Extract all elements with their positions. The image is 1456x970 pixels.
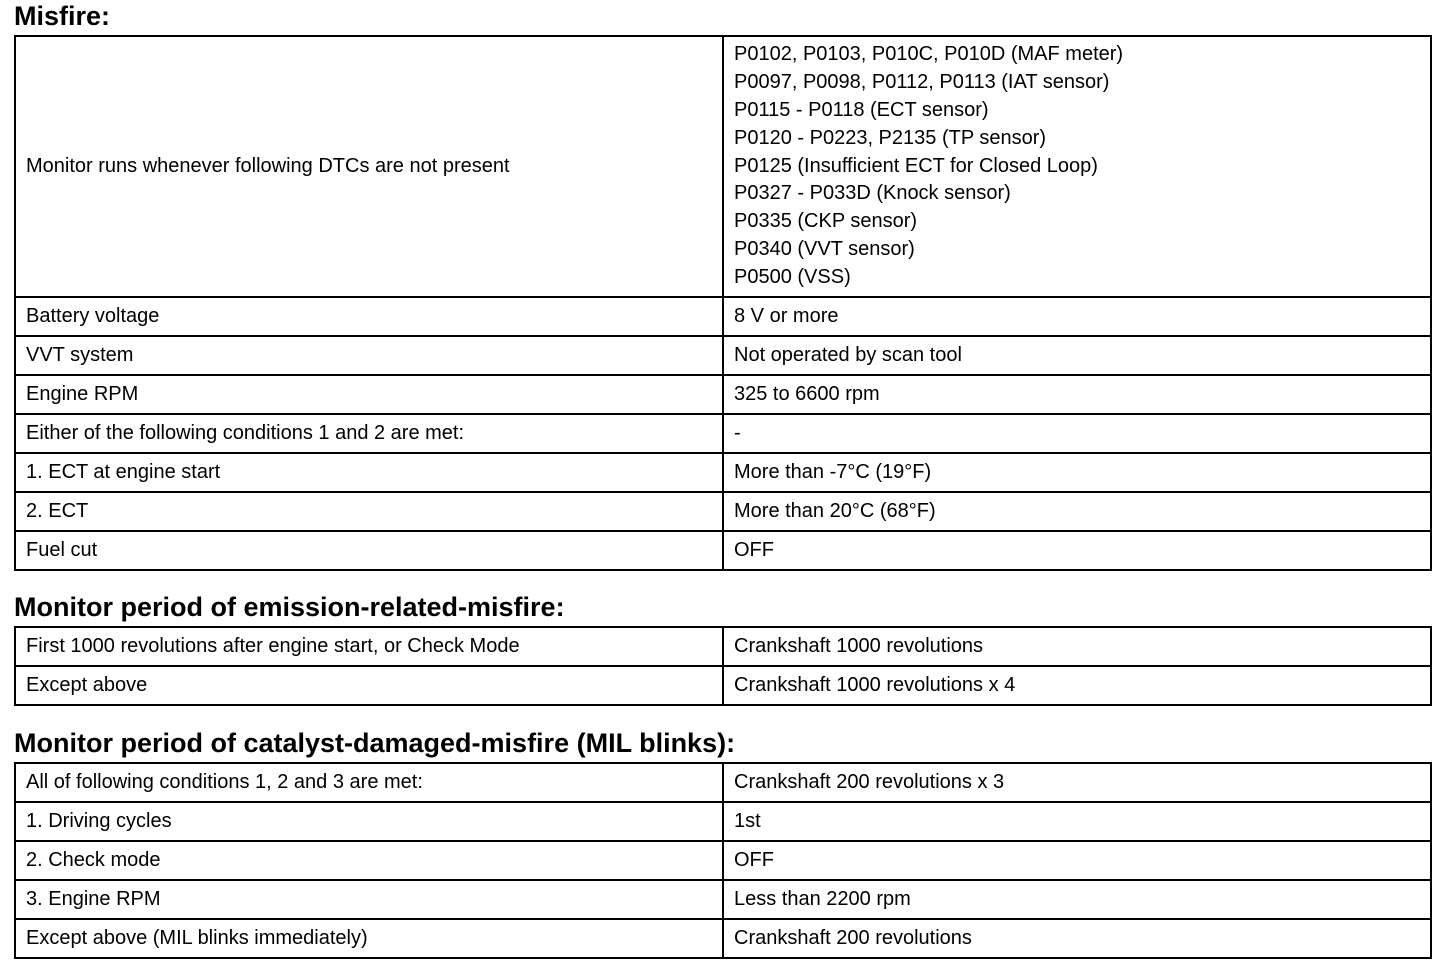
misfire-section-title: Misfire: xyxy=(14,1,111,31)
catalyst-misfire-section-title: Monitor period of catalyst-damaged-misfire (MIL blinks): xyxy=(14,728,736,758)
condition-cell: VVT system xyxy=(15,336,723,375)
dtc-line: P0115 - P0118 (ECT sensor) xyxy=(734,99,989,121)
dtc-list-cell xyxy=(723,36,1431,297)
table-row xyxy=(15,763,1431,802)
table-row xyxy=(15,802,1431,841)
table-row xyxy=(15,919,1431,958)
condition-cell: 3. Engine RPM xyxy=(15,880,723,919)
table-row xyxy=(15,453,1431,492)
value-cell: Crankshaft 200 revolutions x 3 xyxy=(723,763,1431,802)
dtc-line: P0102, P0103, P010C, P010D (MAF meter) xyxy=(734,43,1124,66)
condition-cell: Either of the following conditions 1 and 2 are met: xyxy=(15,414,723,453)
condition-cell: First 1000 revolutions after engine start, or Check Mode xyxy=(15,627,723,666)
condition-cell: Except above (MIL blinks immediately) xyxy=(15,919,723,958)
value-cell: - xyxy=(723,414,1431,453)
table-row xyxy=(15,297,1431,336)
value-cell: Crankshaft 1000 revolutions x 4 xyxy=(723,666,1431,705)
condition-cell: Engine RPM xyxy=(15,375,723,414)
value-cell: Crankshaft 200 revolutions xyxy=(723,919,1431,958)
emission-misfire-table xyxy=(14,626,1432,706)
value-cell: More than 20°C (68°F) xyxy=(723,492,1431,531)
value-cell: More than -7°C (19°F) xyxy=(723,453,1431,492)
emission-misfire-section-title: Monitor period of emission-related-misfire: xyxy=(14,592,565,622)
table-row xyxy=(15,531,1431,570)
condition-cell: Monitor runs whenever following DTCs are not present xyxy=(15,36,723,297)
dtc-line: P0335 (CKP sensor) xyxy=(734,210,918,233)
table-row xyxy=(15,492,1431,531)
condition-cell: All of following conditions 1, 2 and 3 are met: xyxy=(15,763,723,802)
value-cell: Crankshaft 1000 revolutions xyxy=(723,627,1431,666)
dtc-line: P0500 (VSS) xyxy=(734,265,851,288)
value-cell: Less than 2200 rpm xyxy=(723,880,1431,919)
table-row xyxy=(15,414,1431,453)
value-cell: 8 V or more xyxy=(723,297,1431,336)
value-cell: 325 to 6600 rpm xyxy=(723,375,1431,414)
table-row xyxy=(15,666,1431,705)
table-row xyxy=(15,375,1431,414)
condition-cell: Battery voltage xyxy=(15,297,723,336)
dtc-line: P0340 (VVT sensor) xyxy=(734,237,915,260)
value-cell: OFF xyxy=(723,841,1431,880)
condition-cell: 1. ECT at engine start xyxy=(15,453,723,492)
value-cell: 1st xyxy=(723,802,1431,841)
condition-cell: Except above xyxy=(15,666,723,705)
condition-cell: 2. ECT xyxy=(15,492,723,531)
table-row xyxy=(15,841,1431,880)
value-cell: OFF xyxy=(723,531,1431,570)
misfire-conditions-table xyxy=(14,35,1432,571)
dtc-line: P0327 - P033D (Knock sensor) xyxy=(734,182,1011,205)
table-row xyxy=(15,336,1431,375)
value-cell: Not operated by scan tool xyxy=(723,336,1431,375)
condition-cell: Fuel cut xyxy=(15,531,723,570)
condition-cell: 2. Check mode xyxy=(15,841,723,880)
dtc-line: P0125 (Insufficient ECT for Closed Loop) xyxy=(734,154,1098,177)
dtc-line: P0120 - P0223, P2135 (TP sensor) xyxy=(734,126,1047,149)
dtc-line: P0097, P0098, P0112, P0113 (IAT sensor) xyxy=(734,71,1110,94)
table-row xyxy=(15,36,1431,297)
condition-cell: 1. Driving cycles xyxy=(15,802,723,841)
catalyst-misfire-table xyxy=(14,762,1432,959)
table-row xyxy=(15,627,1431,666)
table-row xyxy=(15,880,1431,919)
